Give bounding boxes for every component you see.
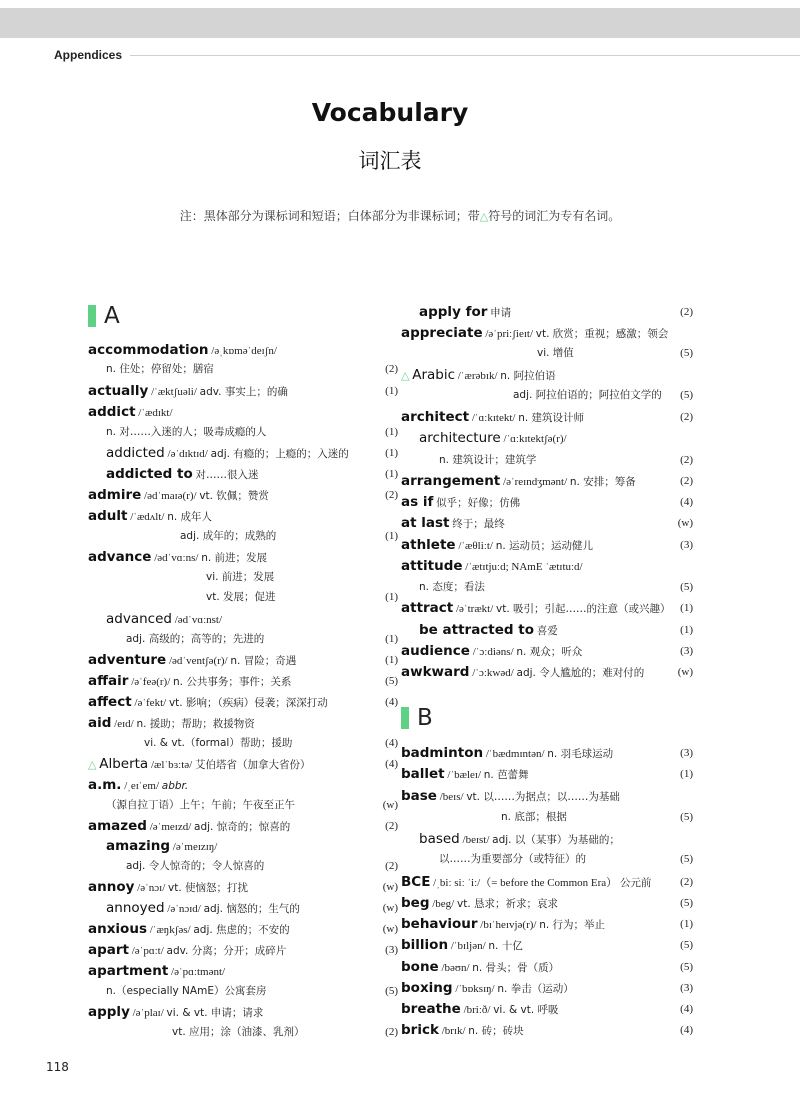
headword: apply xyxy=(88,1004,130,1020)
entry-as-if xyxy=(401,492,693,512)
unit-number: (5) xyxy=(680,581,693,593)
definition: adj. 以（某事）为基础的； xyxy=(492,834,620,846)
phonetic: /ˈæθliːt/ xyxy=(458,540,493,552)
headword: ballet xyxy=(401,766,445,782)
definition: adj. 令人尴尬的；难对付的 xyxy=(516,667,645,679)
phonetic: /ˈbɒksɪŋ/ xyxy=(455,983,495,995)
entry-amazing xyxy=(106,836,217,856)
headword: Alberta xyxy=(99,756,149,772)
entry-definition xyxy=(106,422,398,442)
phonetic: /ˌeɪˈem/ xyxy=(124,780,160,792)
phonetic: /əˈmeɪzɪŋ/ xyxy=(172,841,218,853)
definition: abbr. xyxy=(161,780,189,792)
definition: adv. 分离；分开；成碎片 xyxy=(166,945,287,957)
unit-number: (1) xyxy=(385,426,398,438)
unit-number: (w) xyxy=(382,881,398,893)
headword: amazed xyxy=(88,818,147,834)
headword: advanced xyxy=(106,611,172,627)
headword: arrangement xyxy=(401,473,501,489)
entry-architecture xyxy=(419,428,567,448)
unit-number: (4) xyxy=(680,1024,693,1036)
phonetic: /ˈæktʃuəli/ xyxy=(151,386,197,398)
section-letter: B xyxy=(417,705,433,731)
entry-billion xyxy=(401,935,693,955)
headword: adventure xyxy=(88,652,167,668)
entry-am xyxy=(88,775,188,795)
unit-number: (3) xyxy=(680,982,693,994)
definition: （源自拉丁语）上午；午前；午夜至正午 xyxy=(106,799,295,811)
definition: vi. & vt. 呼吸 xyxy=(493,1004,559,1016)
entry-definition xyxy=(439,849,693,869)
definition: adj. 有瘾的；上瘾的；入迷的 xyxy=(210,448,349,460)
phonetic: /beɪst/ xyxy=(462,834,490,846)
definition: adj. 高级的；高等的；先进的 xyxy=(126,633,265,645)
phonetic: /ˈædɪkt/ xyxy=(138,407,173,419)
definition: n. 运动员；运动健儿 xyxy=(495,540,594,552)
phonetic: /bəʊn/ xyxy=(441,962,470,974)
unit-number: (4) xyxy=(385,758,398,770)
headword: advance xyxy=(88,549,152,565)
definition: n. 行为；举止 xyxy=(539,919,606,931)
definition: adj. 恼怒的；生气的 xyxy=(203,903,300,915)
headword: apart xyxy=(88,942,129,958)
definition: n. 十亿 xyxy=(488,940,523,952)
unit-number: (1) xyxy=(385,530,398,542)
phonetic: /əˈmeɪzd/ xyxy=(149,821,192,833)
unit-number: (1) xyxy=(385,633,398,645)
phonetic: /əˈtrækt/ xyxy=(456,603,494,615)
phonetic: /ˈæŋkʃəs/ xyxy=(149,924,191,936)
entry-definition xyxy=(206,567,274,587)
headword: attract xyxy=(401,600,454,616)
phonetic: /əˈplaɪ/ xyxy=(132,1007,164,1019)
entry-breathe xyxy=(401,999,693,1019)
unit-number: (4) xyxy=(385,696,398,708)
headword: a.m. xyxy=(88,777,122,793)
entry-definition xyxy=(439,450,693,470)
headword: annoyed xyxy=(106,900,165,916)
entry-definition xyxy=(180,526,398,546)
headword: appreciate xyxy=(401,325,483,341)
headword: admire xyxy=(88,487,142,503)
entry-definition xyxy=(126,856,398,876)
section-letter: A xyxy=(104,303,120,329)
definition: adj. 阿拉伯语的；阿拉伯文学的 xyxy=(513,389,662,401)
note-text-before: 注：黑体部分为课标词和短语；白体部分为非课标词；带 xyxy=(179,209,480,223)
definition: vt. 应用；涂（油漆、乳剂） xyxy=(172,1026,305,1038)
headword: actually xyxy=(88,383,149,399)
entry-affair xyxy=(88,671,398,691)
headword: breathe xyxy=(401,1001,461,1017)
entry-architect xyxy=(401,407,693,427)
headword: apply for xyxy=(419,304,488,320)
definition: n. 拳击（运动） xyxy=(497,983,574,995)
phonetic: /ədˈvɑːns/ xyxy=(154,552,199,564)
phonetic: /ˈætɪtjuːd; NAmE ˈætɪtuːd/ xyxy=(465,561,583,573)
definition: vi. 前进；发展 xyxy=(206,571,275,583)
section-heading-b xyxy=(401,707,433,729)
headword: based xyxy=(419,831,460,847)
phonetic: /ˈɔːkwəd/ xyxy=(472,667,514,679)
entry-anxious xyxy=(88,919,398,939)
definition: n. 砖；砖块 xyxy=(468,1025,524,1037)
headword: athlete xyxy=(401,537,456,553)
definition: adj. 惊奇的；惊喜的 xyxy=(194,821,291,833)
definition: vi. & vt. 申请；请求 xyxy=(166,1007,264,1019)
phonetic: /əˈpriːʃieɪt/ xyxy=(485,328,534,340)
definition: vt. 使恼怒；打扰 xyxy=(168,882,249,894)
phonetic: /əˈfekt/ xyxy=(134,697,167,709)
entry-arrangement xyxy=(401,471,693,491)
definition: n.（especially NAmE）公寓套房 xyxy=(106,985,267,997)
unit-number: (3) xyxy=(680,539,693,551)
unit-number: (5) xyxy=(680,961,693,973)
entry-attitude xyxy=(401,556,583,576)
unit-number: (5) xyxy=(680,939,693,951)
phonetic: /ˈɔːdiəns/ xyxy=(472,646,514,658)
definition: vt. 恳求；祈求；哀求 xyxy=(456,898,558,910)
entry-definition xyxy=(537,343,693,363)
unit-number: (5) xyxy=(680,897,693,909)
entry-apply-for xyxy=(419,302,693,322)
unit-number: (3) xyxy=(680,747,693,759)
entry-definition xyxy=(501,807,693,827)
definition: n. 芭蕾舞 xyxy=(483,769,529,781)
unit-number: (5) xyxy=(680,389,693,401)
running-header: Appendices xyxy=(54,48,123,62)
definition: vt. 发展；促进 xyxy=(206,591,276,603)
phonetic: /ˌbiː siː ˈiː/（= before the Common Era） xyxy=(433,877,618,889)
definition: 艾伯塔省（加拿大省份） xyxy=(195,759,311,771)
definition: adj. 焦虑的；不安的 xyxy=(193,924,290,936)
entry-definition xyxy=(126,629,398,649)
definition: n. 安排；筹备 xyxy=(569,476,636,488)
definition: n. 成年人 xyxy=(167,511,213,523)
unit-number: (1) xyxy=(680,624,693,636)
entry-adult xyxy=(88,506,212,526)
legend-note xyxy=(0,207,800,224)
unit-number: (2) xyxy=(385,489,398,501)
unit-number: (2) xyxy=(680,411,693,423)
phonetic: /bɪˈheɪvjə(r)/ xyxy=(480,919,537,931)
headword: awkward xyxy=(401,664,470,680)
section-marker-bar xyxy=(88,305,96,327)
headword: brick xyxy=(401,1022,439,1038)
entry-arabic xyxy=(401,365,556,385)
entry-adventure xyxy=(88,650,398,670)
entry-affect xyxy=(88,692,398,712)
entry-apply xyxy=(88,1002,263,1022)
unit-number: (5) xyxy=(680,853,693,865)
entry-definition xyxy=(144,733,398,753)
entry-apartment xyxy=(88,961,225,981)
entry-definition xyxy=(106,981,398,1001)
entry-definition xyxy=(106,359,398,379)
entry-definition xyxy=(513,385,693,405)
entry-at-last xyxy=(401,513,693,533)
phonetic: /əˈreɪndʒmənt/ xyxy=(503,476,568,488)
headword: architecture xyxy=(419,430,501,446)
definition: adv. 事实上；的确 xyxy=(199,386,288,398)
phonetic: /briːð/ xyxy=(463,1004,491,1016)
phonetic: /ədˈmaɪə(r)/ xyxy=(144,490,197,502)
headword: Arabic xyxy=(412,367,456,383)
definition: vt. 吸引；引起……的注意（或兴趣） xyxy=(496,603,671,615)
entry-actually xyxy=(88,381,398,401)
phonetic: /ælˈbɜːtə/ xyxy=(150,759,193,771)
definition: n. 阿拉伯语 xyxy=(500,370,556,382)
unit-number: (2) xyxy=(680,454,693,466)
entry-based xyxy=(419,829,620,849)
headword: adult xyxy=(88,508,128,524)
unit-number: (1) xyxy=(680,768,693,780)
entry-advanced xyxy=(106,609,222,629)
entry-addicted-to xyxy=(106,464,398,484)
headword: addict xyxy=(88,404,136,420)
headword: base xyxy=(401,788,437,804)
entry-awkward xyxy=(401,662,693,682)
header-rule xyxy=(130,55,800,56)
entry-badminton xyxy=(401,743,693,763)
headword: boxing xyxy=(401,980,453,996)
entry-definition xyxy=(419,577,693,597)
phonetic: /ədˈvɑːnst/ xyxy=(174,614,223,626)
unit-number: (1) xyxy=(385,468,398,480)
unit-number: (2) xyxy=(385,820,398,832)
headword: billion xyxy=(401,937,449,953)
definition: n. 前进；发展 xyxy=(201,552,268,564)
unit-number: (3) xyxy=(385,944,398,956)
phonetic: /brɪk/ xyxy=(441,1025,466,1037)
headword: badminton xyxy=(401,745,484,761)
definition: n. 骨头；骨（质） xyxy=(472,962,560,974)
definition: n. 态度；看法 xyxy=(419,581,485,593)
headword: affect xyxy=(88,694,132,710)
definition: 喜爱 xyxy=(536,625,558,637)
headword: addicted xyxy=(106,445,165,461)
proper-noun-triangle-icon: △ xyxy=(88,759,97,771)
entry-appreciate xyxy=(401,323,668,343)
phonetic: /ədˈventʃə(r)/ xyxy=(168,655,228,667)
entry-ballet xyxy=(401,764,693,784)
entry-aid xyxy=(88,713,255,733)
definition: vi. & vt.（formal）帮助；援助 xyxy=(144,737,293,749)
page-title: Vocabulary xyxy=(311,98,469,127)
entry-advance xyxy=(88,547,267,567)
unit-number: (3) xyxy=(680,645,693,657)
phonetic: /ˈærəbɪk/ xyxy=(457,370,498,382)
headword: architect xyxy=(401,409,470,425)
proper-noun-triangle-icon: △ xyxy=(479,210,489,223)
definition: vt. 以……为据点；以……为基础 xyxy=(466,791,620,803)
headword: apartment xyxy=(88,963,169,979)
unit-number: (2) xyxy=(680,475,693,487)
definition: n. 建筑设计；建筑学 xyxy=(439,454,537,466)
phonetic: /əˈpɑːt/ xyxy=(131,945,164,957)
definition: adj. 令人惊奇的；令人惊喜的 xyxy=(126,860,265,872)
entry-addict xyxy=(88,402,173,422)
entry-amazed xyxy=(88,816,398,836)
headword: attitude xyxy=(401,558,463,574)
entry-behaviour xyxy=(401,914,693,934)
phonetic: /ˈɑːkɪtekt/ xyxy=(471,412,516,424)
unit-number: (4) xyxy=(680,1003,693,1015)
unit-number: (1) xyxy=(385,385,398,397)
headword: aid xyxy=(88,715,112,731)
entry-definition xyxy=(106,795,398,815)
entry-boxing xyxy=(401,978,693,998)
unit-number: (2) xyxy=(385,1026,398,1038)
definition: n. 底部；根据 xyxy=(501,811,567,823)
unit-number: (1) xyxy=(385,447,398,459)
unit-number: (2) xyxy=(680,876,693,888)
phonetic: /ˈɑːkɪtektʃə(r)/ xyxy=(503,433,567,445)
unit-number: (w) xyxy=(677,666,693,678)
definition: 似乎；好像；仿佛 xyxy=(436,497,521,509)
top-gray-band xyxy=(0,8,800,38)
phonetic: /beɪs/ xyxy=(439,791,464,803)
unit-number: (1) xyxy=(680,602,693,614)
definition: n. 羽毛球运动 xyxy=(547,748,614,760)
phonetic: /eɪd/ xyxy=(114,718,134,730)
headword: at last xyxy=(401,515,450,531)
unit-number: (5) xyxy=(385,985,398,997)
definition: vt. 欣赏；重视；感激；领会 xyxy=(535,328,669,340)
definition: 申请 xyxy=(490,307,512,319)
definition: n. 援助；帮助；救援物资 xyxy=(136,718,255,730)
definition: 以……为重要部分（或特征）的 xyxy=(439,853,586,865)
entry-alberta xyxy=(88,754,398,774)
headword: audience xyxy=(401,643,470,659)
definition: n. 对……入迷的人；吸毒成瘾的人 xyxy=(106,426,267,438)
headword: behaviour xyxy=(401,916,478,932)
entry-annoy xyxy=(88,877,398,897)
definition: n. 建筑设计师 xyxy=(518,412,585,424)
unit-number: (1) xyxy=(680,918,693,930)
entry-audience xyxy=(401,641,693,661)
section-marker-bar xyxy=(401,707,409,729)
definition: 对……很入迷 xyxy=(195,469,259,481)
definition: 终于；最终 xyxy=(452,518,505,530)
unit-number: (2) xyxy=(385,363,398,375)
entry-be-attracted-to xyxy=(419,620,693,640)
definition: n. 观众；听众 xyxy=(516,646,583,658)
entry-addicted xyxy=(106,443,398,463)
entry-base xyxy=(401,786,620,806)
headword: as if xyxy=(401,494,434,510)
phonetic: /əˈpɑːtmənt/ xyxy=(171,966,226,978)
headword: anxious xyxy=(88,921,147,937)
entry-attract xyxy=(401,598,693,618)
definition: vt. 影响；（疾病）侵袭；深深打动 xyxy=(168,697,328,709)
definition: vt. 钦佩；赞赏 xyxy=(199,490,269,502)
entry-definition xyxy=(206,587,398,607)
entry-annoyed xyxy=(106,898,398,918)
headword: accommodation xyxy=(88,342,209,358)
unit-number: (1) xyxy=(385,654,398,666)
phonetic: /əˌkɒməˈdeɪʃn/ xyxy=(211,345,277,357)
unit-number: (w) xyxy=(382,923,398,935)
entry-beg xyxy=(401,893,693,913)
page-subtitle: 词汇表 xyxy=(358,149,422,173)
headword: bone xyxy=(401,959,439,975)
unit-number: (w) xyxy=(382,902,398,914)
entry-bce xyxy=(401,872,693,892)
unit-number: (w) xyxy=(382,799,398,811)
definition: n. 冒险；奇遇 xyxy=(230,655,297,667)
unit-number: (4) xyxy=(680,496,693,508)
phonetic: /ˈbɪljən/ xyxy=(450,940,486,952)
section-heading-a xyxy=(88,305,120,327)
definition: n. 公共事务；事件；关系 xyxy=(173,676,292,688)
entry-apart xyxy=(88,940,398,960)
phonetic: /ˈædʌlt/ xyxy=(130,511,165,523)
entry-accommodation xyxy=(88,340,277,360)
proper-noun-triangle-icon: △ xyxy=(401,370,410,382)
unit-number: (4) xyxy=(385,737,398,749)
definition: adj. 成年的；成熟的 xyxy=(180,530,277,542)
headword: amazing xyxy=(106,838,171,854)
definition: vi. 增值 xyxy=(537,347,574,359)
phonetic: /beg/ xyxy=(432,898,455,910)
entry-brick xyxy=(401,1020,693,1040)
unit-number: (2) xyxy=(680,306,693,318)
entry-definition xyxy=(172,1022,398,1042)
phonetic: /əˈnɔɪ/ xyxy=(137,882,166,894)
entry-athlete xyxy=(401,535,693,555)
entry-bone xyxy=(401,957,693,977)
unit-number: (5) xyxy=(680,347,693,359)
phonetic: /ˈbædmɪntən/ xyxy=(485,748,545,760)
page-number: 118 xyxy=(46,1060,69,1074)
unit-number: (5) xyxy=(680,811,693,823)
phonetic: /əˈnɔɪd/ xyxy=(167,903,201,915)
unit-number: (2) xyxy=(385,860,398,872)
unit-number: (5) xyxy=(385,675,398,687)
entry-admire xyxy=(88,485,398,505)
headword: annoy xyxy=(88,879,135,895)
phonetic: /əˈfeə(r)/ xyxy=(131,676,171,688)
headword: affair xyxy=(88,673,129,689)
unit-number: (w) xyxy=(677,517,693,529)
headword: BCE xyxy=(401,874,431,890)
definition: 公元前 xyxy=(619,877,652,889)
unit-number: (1) xyxy=(385,591,398,603)
note-text-after: 符号的词汇为专有名词。 xyxy=(488,209,621,223)
headword: be attracted to xyxy=(419,622,535,638)
phonetic: /əˈdɪktɪd/ xyxy=(167,448,208,460)
headword: beg xyxy=(401,895,430,911)
headword: addicted to xyxy=(106,466,193,482)
phonetic: /ˈbæleɪ/ xyxy=(447,769,481,781)
definition: n. 住处；停留处；膳宿 xyxy=(106,363,214,375)
